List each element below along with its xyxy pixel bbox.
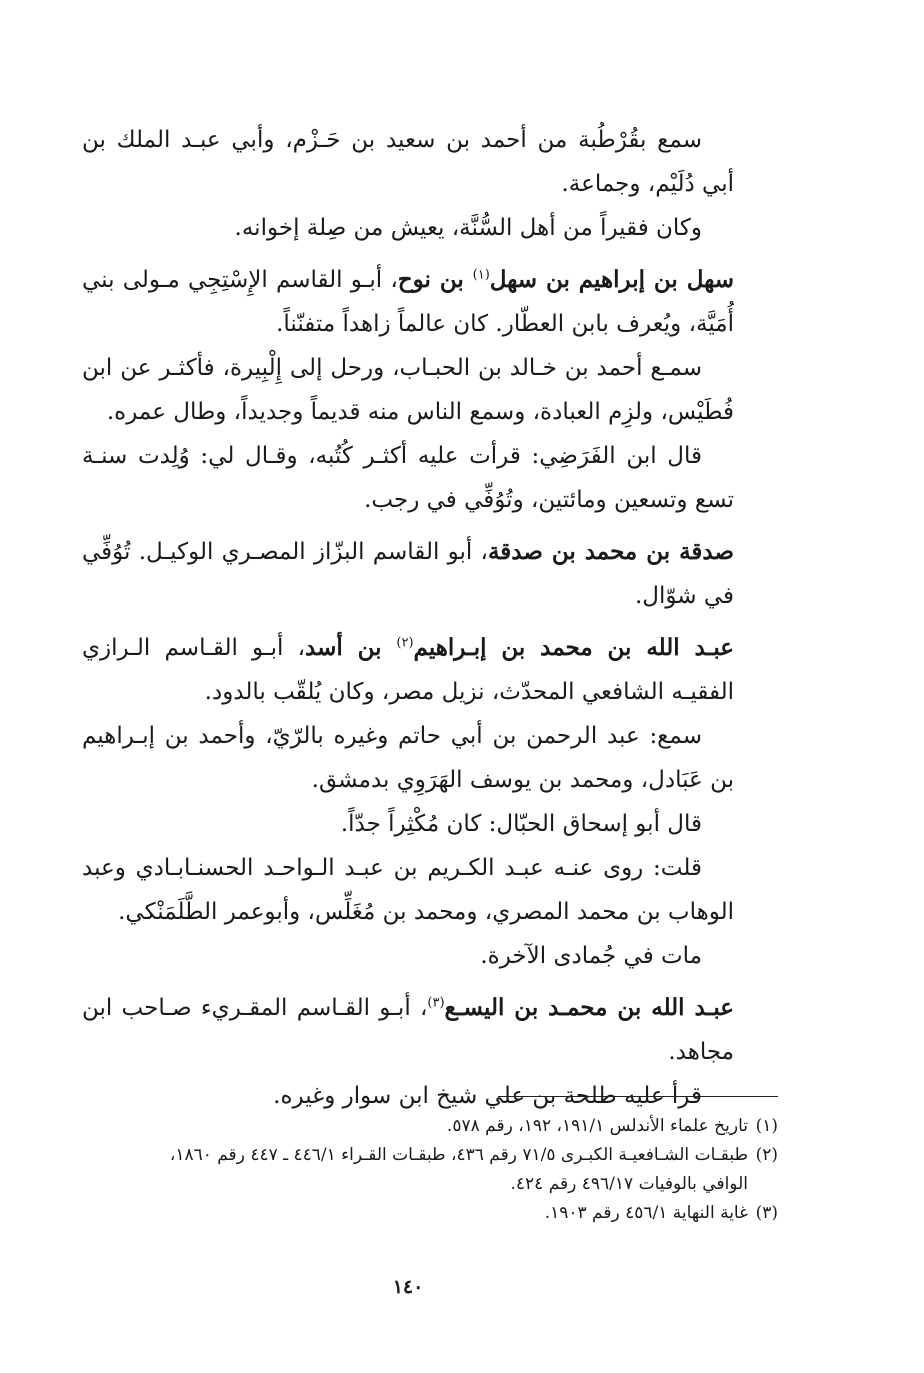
paragraph: سمـع أحمد بن خـالد بن الحبـاب، ورحل إلى إِلْبِيرة، فأكثـر عن ابن فُطَيْس، ولزِم العبادة، وسمع الناس منه قديماً وجديداً، وطال عمره.	[82, 355, 734, 425]
entry-name: عبـد الله بن محمـد بن اليسـع	[444, 994, 734, 1021]
footnote	[78, 1141, 778, 1199]
paragraph: وكان فقيراً من أهل السُّنَّة، يعيش من صِلة إخوانه.	[234, 215, 702, 241]
paragraph: قلت: روى عنـه عبـد الكـريم بن عبـد الـواحـد الحسنـابـادي وعبد الوهاب بن محمد المصري، ومحمد بن مُغَلِّس، وأبوعمر الطَّلَمَنْكي.	[82, 855, 734, 925]
footnote-text-continued: الوافي بالوفيات ٤٩٦/١٧ رقم ٤٢٤.	[510, 1174, 748, 1194]
footnote-marker: (١)	[472, 267, 490, 283]
paragraph: قال ابن الفَرَضِي: قرأت عليه أكثـر كُتُبه، وقـال لي: وُلِدت سنـة تسع وتسعين ومائتين، وتُوُفِّي في رجب.	[82, 443, 734, 513]
paragraph: قال أبو إسحاق الحبّال: كان مُكْثِراً جدّاً.	[340, 811, 702, 837]
footnote-number: (٢)	[755, 1145, 778, 1165]
biography-heading	[82, 530, 734, 618]
biography-heading	[82, 626, 734, 714]
paragraph: قرأ عليه طلحة بن علي شيخ ابن سوار وغيره.	[273, 1083, 702, 1109]
footnote	[78, 1112, 778, 1141]
footnote-marker: (٣)	[427, 995, 445, 1011]
entry-description: ، أبـو القـاسم الـرازي الفقيـه الشافعي المحدّث، نزيل مصر، وكان يُلقّب بالدود.	[82, 635, 734, 705]
footnote-divider	[498, 1096, 778, 1097]
footnote	[78, 1199, 778, 1228]
footnote-number: (١)	[755, 1116, 778, 1136]
page-number: ١٤٠	[392, 1276, 424, 1298]
footnote-marker: (٢)	[396, 635, 414, 651]
footnote-number: (٣)	[755, 1203, 778, 1223]
paragraph: سمع بقُرْطُبة من أحمد بن سعيد بن حَـزْم، وأبي عبـد الملك بن أبي دُلَيْم، وجماعة.	[82, 127, 734, 197]
book-page	[82, 118, 778, 1348]
entry-description: ، أبـو القاسم الإِسْتِجِي مـولى بني أُمَيَّة، ويُعرف بابن العطّار. كان عالماً زاهداً متفنّناً.	[82, 267, 734, 337]
paragraph: مات في جُمادى الآخرة.	[480, 943, 702, 969]
footnotes	[78, 1112, 778, 1228]
footnote-text: تاريخ علماء الأندلس ١٩١/١، ١٩٢، رقم ٥٧٨.	[446, 1116, 748, 1136]
entry-name: صدقة بن محمد بن صدقة	[487, 538, 735, 565]
footnote-text: طبقـات الشـافعيـة الكبـرى ٧١/٥ رقم ٤٣٦، طبقـات القـراء ٤٤٦/١ ـ ٤٤٧ رقم ١٨٦٠،	[169, 1145, 748, 1165]
entry-name-continued: بن أسد	[305, 634, 397, 661]
entry-name: عبـد الله بن محمد بن إبـراهيم	[413, 634, 734, 661]
footnote-text: غاية النهاية ٤٥٦/١ رقم ١٩٠٣.	[544, 1203, 748, 1223]
entry-description: ، أبـو القـاسم المقـريء صـاحب ابن مجاهد.	[82, 995, 734, 1065]
paragraph: سمع: عبد الرحمن بن أبي حاتم وغيره بالرّيّ، وأحمد بن إبـراهيم بن عَبَادل، ومحمد بن يوسف الهَرَوِي بدمشق.	[82, 723, 734, 793]
main-text	[82, 118, 734, 1118]
entry-description: ، أبو القاسم البزّاز المصـري الوكيـل. تُوُفِّي في شوّال.	[82, 539, 734, 609]
biography-heading	[82, 258, 734, 346]
biography-heading	[82, 986, 734, 1074]
entry-name: سهل بن إبراهيم بن سهل	[489, 266, 734, 293]
entry-name-continued: بن نوح	[397, 266, 473, 293]
